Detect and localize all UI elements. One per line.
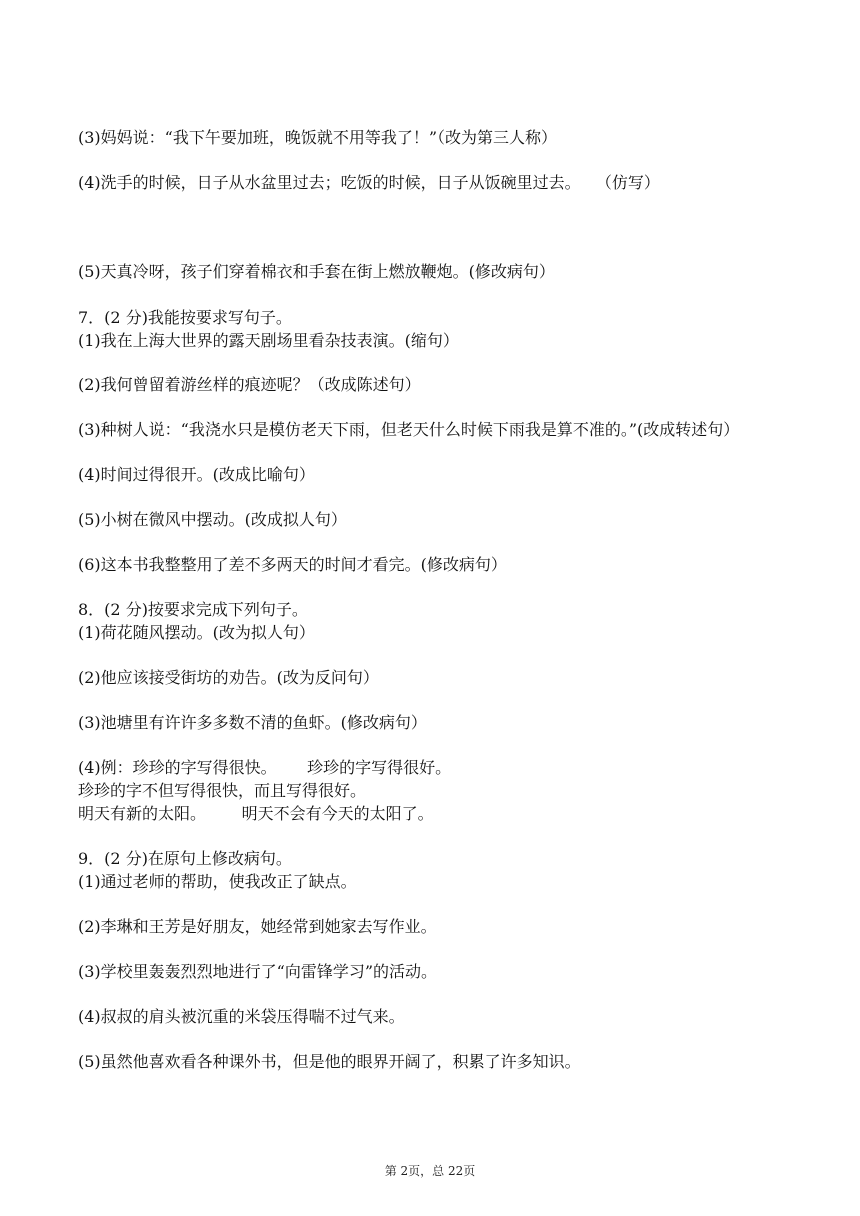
page-footer: 第 2页，总 22页 <box>384 1164 476 1178</box>
question-9-3: (3)学校里轰轰烈烈地进行了“向雷锋学习”的活动。 <box>78 962 438 981</box>
question-9-4: (4)叔叔的肩头被沉重的米袋压得喘不过气来。 <box>78 1007 405 1026</box>
question-7-heading: 7．(2 分)我能按要求写句子。 <box>78 308 292 327</box>
question-9-heading: 9．(2 分)在原句上修改病句。 <box>78 849 292 868</box>
question-8-1: (1)荷花随风摆动。(改为拟人句） <box>78 623 315 642</box>
question-7-4: (4)时间过得很开。(改成比喻句） <box>78 465 315 484</box>
question-7-2: (2)我何曾留着游丝样的痕迹呢？（改成陈述句） <box>78 375 421 394</box>
question-8-4-example-answer: 珍珍的字不但写得很快，而且写得很好。 <box>78 781 367 800</box>
question-7-5: (5)小树在微风中摆动。(改成拟人句） <box>78 510 347 529</box>
question-9-2: (2)李琳和王芳是好朋友，她经常到她家去写作业。 <box>78 917 437 936</box>
question-8-3: (3)池塘里有许许多多数不清的鱼虾。(修改病句） <box>78 713 427 732</box>
question-9-5: (5)虽然他喜欢看各种课外书，但是他的眼界开阔了，积累了许多知识。 <box>78 1052 581 1071</box>
question-8-4-example: (4)例：珍珍的字写得很快。 珍珍的字写得很好。 <box>78 758 452 777</box>
question-6-3: (3)妈妈说：“我下午要加班，晚饭就不用等我了！”（改为第三人称） <box>78 128 558 147</box>
question-7-6: (6)这本书我整整用了差不多两天的时间才看完。(修改病句） <box>78 555 507 574</box>
question-6-4: (4)洗手的时候，日子从水盆里过去；吃饭的时候，日子从饭碗里过去。 （仿写） <box>78 173 660 192</box>
question-6-5: (5)天真冷呀，孩子们穿着棉衣和手套在街上燃放鞭炮。(修改病句） <box>78 262 555 281</box>
question-8-heading: 8．(2 分)按要求完成下列句子。 <box>78 600 308 619</box>
question-9-1: (1)通过老师的帮助，使我改正了缺点。 <box>78 872 357 891</box>
question-8-2: (2)他应该接受街坊的劝告。(改为反问句） <box>78 668 379 687</box>
question-8-4-task: 明天有新的太阳。 明天不会有今天的太阳了。 <box>78 804 434 823</box>
question-7-1: (1)我在上海大世界的露天剧场里看杂技表演。(缩句） <box>78 331 459 350</box>
question-7-3: (3)种树人说：“我浇水只是模仿老天下雨，但老天什么时候下雨我是算不准的。”(改成转述句） <box>78 420 740 439</box>
